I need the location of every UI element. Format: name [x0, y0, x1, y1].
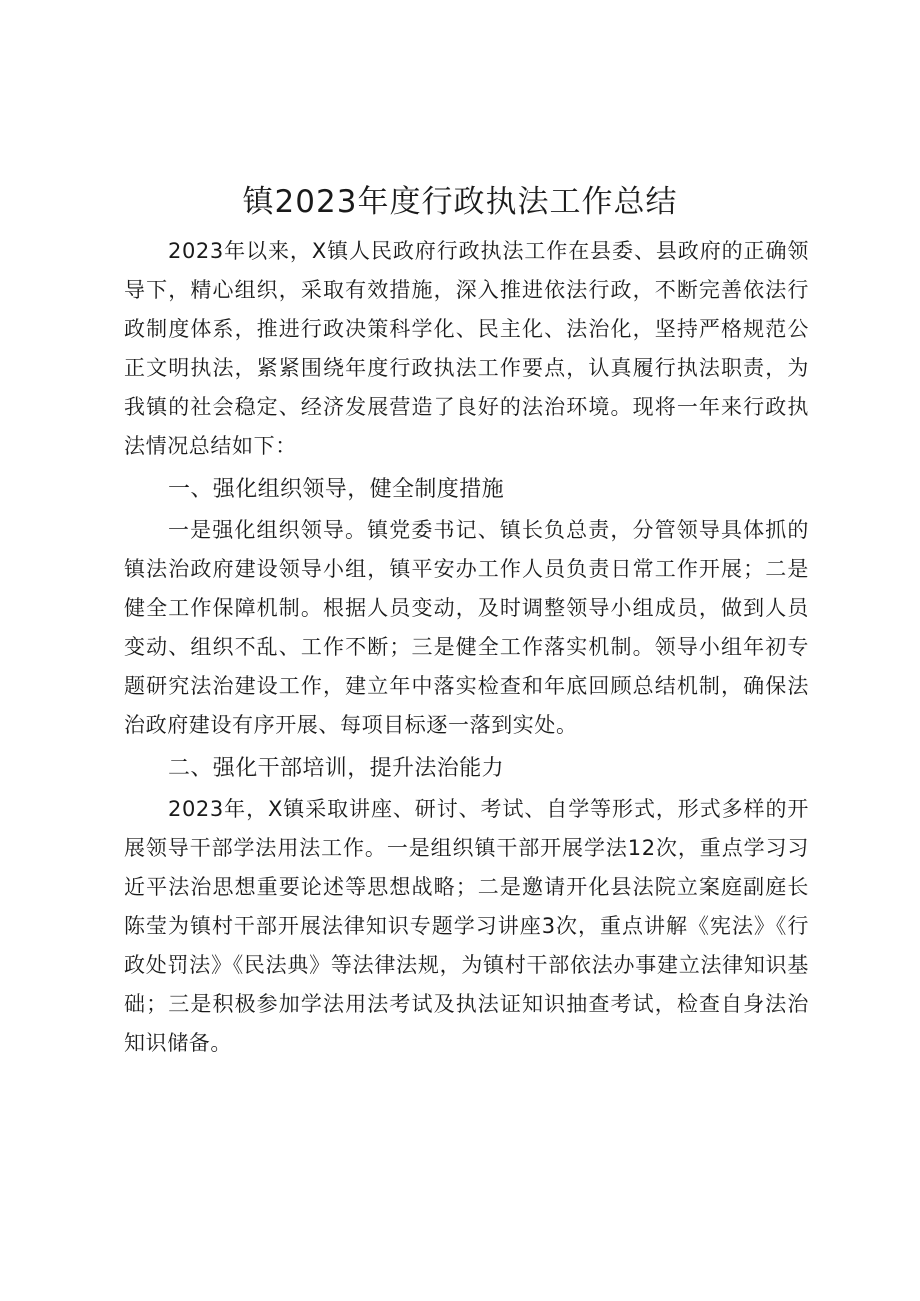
document-body: [124, 232, 809, 1063]
section-2-paragraph: 2023年，X镇采取讲座、研讨、考试、自学等形式，形式多样的开展领导干部学法用法工作。一是组织镇干部开展学法12次，重点学习习近平法治思想重要论述等思想战略；二是邀请开化县法院立案庭副庭长陈莹为镇村干部开展法律知识专题学习讲座3次，重点讲解《宪法》《行政处罚法》《民法典》等法律法规，为镇村干部依法办事建立法律知识基础；三是积极参加学法用法考试及执法证知识抽查考试，检查自身法治知识储备。: [124, 797, 809, 1055]
intro-paragraph: 2023年以来，X镇人民政府行政执法工作在县委、县政府的正确领导下，精心组织，采取有效措施，深入推进依法行政，不断完善依法行政制度体系，推进行政决策科学化、民主化、法治化，坚持严格规范公正文明执法，紧紧围绕年度行政执法工作要点，认真履行执法职责，为我镇的社会稳定、经济发展营造了良好的法治环境。现将一年来行政执法情况总结如下：: [124, 239, 809, 458]
document-title: 镇2023年度行政执法工作总结: [242, 184, 678, 220]
section-1-heading: 一、强化组织领导，健全制度措施: [168, 477, 505, 502]
section-1-paragraph: 一是强化组织领导。镇党委书记、镇长负总责，分管领导具体抓的镇法治政府建设领导小组，镇平安办工作人员负责日常工作开展；二是健全工作保障机制。根据人员变动，及时调整领导小组成员，做到人员变动、组织不乱、工作不断；三是健全工作落实机制。领导小组年初专题研究法治建设工作，建立年中落实检查和年底回顾总结机制，确保法治政府建设有序开展、每项目标逐一落到实处。: [124, 518, 809, 737]
section-2-heading: 二、强化干部培训，提升法治能力: [168, 756, 505, 781]
